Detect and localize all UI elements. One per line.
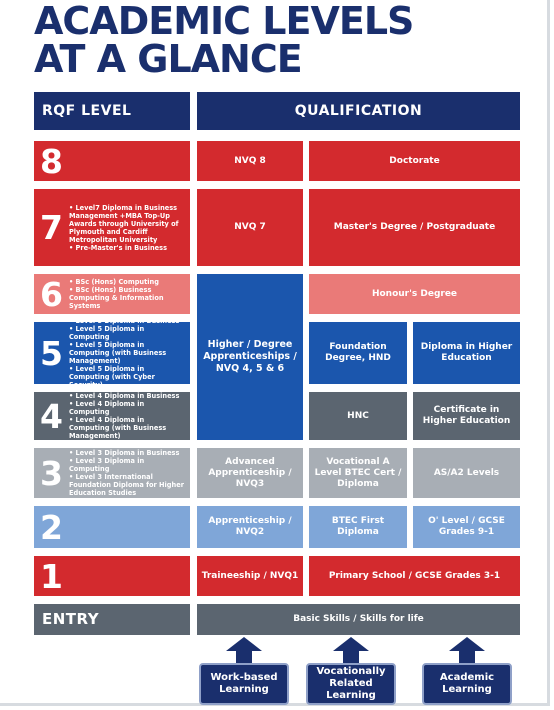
level-number: 5 <box>40 333 63 373</box>
list-item: • Level 4 Diploma in Computing (with Business Management) <box>69 416 186 440</box>
nvq7-cell: NVQ 7 <box>197 189 303 266</box>
o-level-gcse-cell: O' Level / GCSE Grades 9-1 <box>413 506 520 548</box>
list-item: • Level7 Diploma in Business Management +MBA Top-Up Awards through University of Plymouth and Cardiff Metropolitan University <box>69 204 186 244</box>
list-item: • Level 3 Diploma in Computing <box>69 457 186 473</box>
list-item: • Level 5 Diploma in Computing (with Business Management) <box>69 341 186 365</box>
level-5-qualification-list <box>69 317 186 389</box>
entry-level-cell: ENTRY <box>34 604 190 635</box>
level-3-qualification-list <box>69 449 186 497</box>
btec-first-diploma-cell: BTEC First Diploma <box>309 506 407 548</box>
title-line-1: ACADEMIC LEVELS <box>34 0 414 43</box>
list-item: • Level 3 International Foundation Diploma for Higher Education Studies <box>69 473 186 497</box>
qualification-header: QUALIFICATION <box>197 92 520 130</box>
foundation-degree-cell: Foundation Degree, HND <box>309 322 407 384</box>
primary-school-cell: Primary School / GCSE Grades 3-1 <box>309 556 520 596</box>
apprenticeship-nvq2-cell: Apprenticeship / NVQ2 <box>197 506 303 548</box>
list-item: • Level 5 Diploma in Computing (with Cyber Security) <box>69 365 186 389</box>
vocational-a-level-cell: Vocational A Level BTEC Cert / Diploma <box>309 448 407 498</box>
hnc-cell: HNC <box>309 392 407 440</box>
list-item: • Level 3 Diploma in Business <box>69 449 186 457</box>
list-item: • Level 4 Diploma in Business <box>69 392 186 400</box>
level-number: 4 <box>40 396 63 436</box>
level-6-cell <box>34 274 190 314</box>
list-item: • Level 5 Diploma in Computing <box>69 325 186 341</box>
honours-degree-cell: Honour's Degree <box>309 274 520 314</box>
level-number: 6 <box>40 274 63 314</box>
level-6-qualification-list <box>69 278 186 310</box>
level-4-cell <box>34 392 190 440</box>
level-number: 2 <box>40 507 63 547</box>
list-item: • Pre-Master's in Business <box>69 244 186 252</box>
level-5-cell <box>34 317 190 389</box>
level-3-cell <box>34 448 190 498</box>
traineeship-cell: Traineeship / NVQ1 <box>197 556 303 596</box>
as-a2-levels-cell: AS/A2 Levels <box>413 448 520 498</box>
level-1-cell <box>34 556 190 596</box>
up-arrow-icon <box>449 637 485 651</box>
list-item: • BSc (Hons) Computing <box>69 278 186 286</box>
certificate-higher-education-cell: Certificate in Higher Education <box>413 392 520 440</box>
level-number: 3 <box>40 453 63 493</box>
up-arrow-icon <box>226 637 262 651</box>
academic-learning-box: Academic Learning <box>422 663 512 705</box>
basic-skills-cell: Basic Skills / Skills for life <box>197 604 520 635</box>
level-number: 7 <box>40 208 63 247</box>
level-2-cell <box>34 506 190 548</box>
list-item: • Level 5 Diploma in Business <box>69 317 186 325</box>
level-number: 8 <box>40 141 63 181</box>
vocationally-related-learning-box: Vocationally Related Learning <box>306 663 396 705</box>
masters-cell: Master's Degree / Postgraduate <box>309 189 520 266</box>
title-line-2: AT A GLANCE <box>34 37 302 81</box>
list-item: • BSc (Hons) Business Computing & Information Systems <box>69 286 186 310</box>
page-title <box>34 0 454 81</box>
higher-apprenticeships-cell: Higher / Degree Apprenticeships / NVQ 4, 5 & 6 <box>197 274 303 440</box>
level-4-qualification-list <box>69 392 186 440</box>
doctorate-cell: Doctorate <box>309 141 520 181</box>
list-item: • Level 4 Diploma in Computing <box>69 400 186 416</box>
work-based-learning-box: Work-based Learning <box>199 663 289 705</box>
nvq8-cell: NVQ 8 <box>197 141 303 181</box>
level-7-cell <box>34 189 190 266</box>
level-7-qualification-list <box>69 204 186 252</box>
up-arrow-icon <box>333 637 369 651</box>
advanced-apprenticeship-cell: Advanced Apprenticeship / NVQ3 <box>197 448 303 498</box>
diploma-higher-education-cell: Diploma in Higher Education <box>413 322 520 384</box>
rqf-level-header: RQF LEVEL <box>34 92 190 130</box>
level-8-cell <box>34 141 190 181</box>
level-number: 1 <box>40 556 63 596</box>
